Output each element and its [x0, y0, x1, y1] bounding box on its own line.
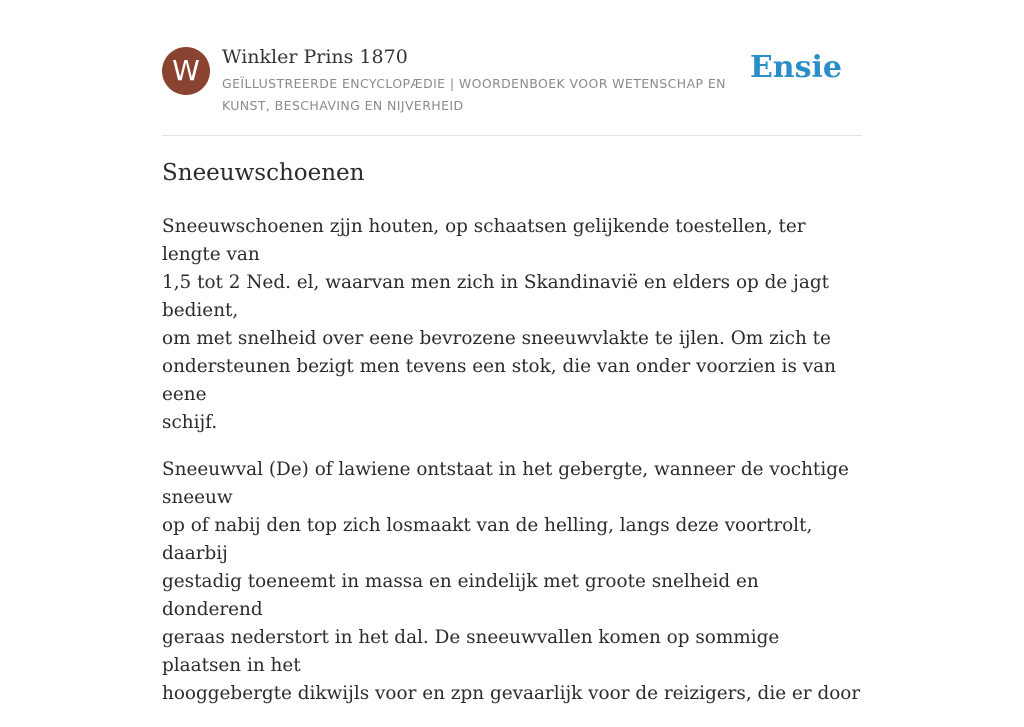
- header-divider: [162, 135, 862, 136]
- entry-paragraph: Sneeuwval (De) of lawiene ontstaat in het gebergte, wanneer de vochtige sneeuw op of nabij den top zich losmaakt van de helling, langs deze voortrolt, daarbij gestadig toeneemt in massa en eindelijk met groote snelheid en donderend geraas nederstort in het dal. De sneeuwvallen komen op sommige plaatsen in het hooggebergte dikwijls voor en zpn gevaarlijk voor de reizigers, die er door: [162, 459, 861, 704]
- book-title[interactable]: Winkler Prins 1870: [222, 46, 408, 68]
- avatar[interactable]: W: [162, 47, 210, 95]
- entry-paragraph: Sneeuwschoenen zjjn houten, op schaatsen gelijkende toestellen, ter lengte van 1,5 tot 2 Ned. el, waarvan men zich in Skandinavië en elders op de jagt bedient, om met snelheid over eene bevrozene sneeuwvlakte te ijlen. Om zich te ondersteunen bezigt men tevens een stok, die van onder voorzien is van eene schijf.: [162, 216, 836, 433]
- brand-logo-link[interactable]: Ensie: [749, 50, 842, 85]
- book-subtitle: GEÏLLUSTREERDE ENCYCLOPÆDIE | WOORDENBOEK VOOR WETENSCHAP EN KUNST, BESCHAVING EN NIJVERHEID: [222, 76, 726, 113]
- page-header: [162, 46, 862, 116]
- entry-content: [162, 213, 862, 727]
- entry-title: Sneeuwschoenen: [162, 160, 365, 186]
